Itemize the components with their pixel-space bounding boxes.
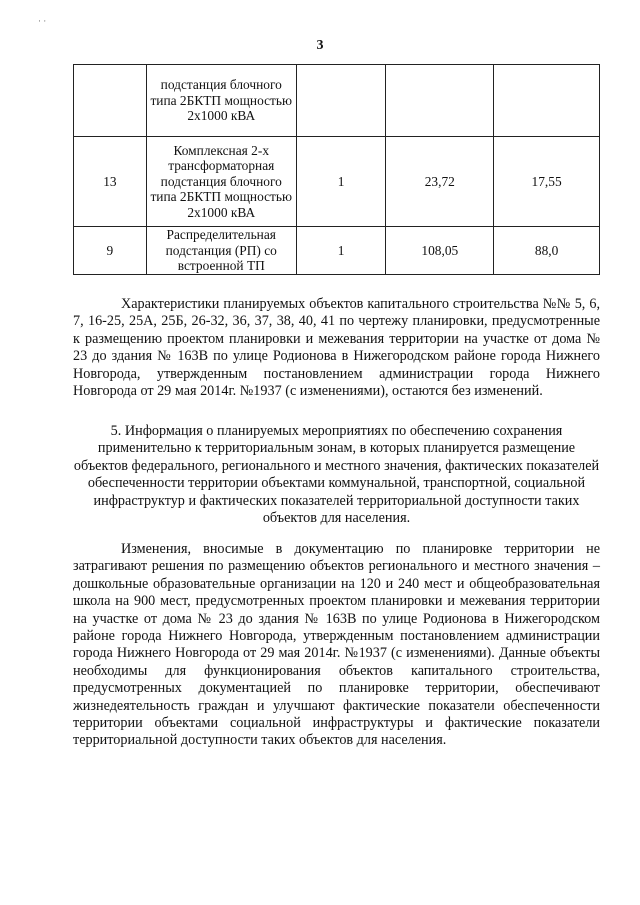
value-2-cell: 17,55 [494, 137, 600, 227]
table-row [74, 227, 600, 275]
table-row [74, 65, 600, 137]
substation-table [73, 64, 600, 275]
quantity-cell: 1 [296, 137, 386, 227]
object-name-cell: Комплексная 2-х трансформаторная подстанция блочного типа 2БКТП мощностью 2x1000 кВА [146, 137, 296, 227]
page-number: 3 [316, 38, 324, 53]
value-2-cell: 88,0 [494, 227, 600, 275]
value-1-cell: 23,72 [386, 137, 494, 227]
section-5-heading: 5. Информация о планируемых мероприятиях по обеспечению сохранения применительно к территориальным зонам, в которых планируется размещение объектов федерального, регионального и местного значения, фактических показателей обеспеченности территории объектами коммунальной, транспортной, социальной инфраструктур и фактических показателей территориальной доступности таких объектов для населения. [73, 423, 600, 527]
object-name-cell: подстанция блочного типа 2БКТП мощностью 2x1000 кВА [146, 65, 296, 137]
row-number-cell [74, 65, 147, 137]
quantity-cell: 1 [296, 227, 386, 275]
value-1-cell: 108,05 [386, 227, 494, 275]
table-row [74, 137, 600, 227]
object-name-cell: Распределительная подстанция (РП) со встроенной ТП [146, 227, 296, 275]
row-number-cell: 13 [74, 137, 147, 227]
value-2-cell [494, 65, 600, 137]
value-1-cell [386, 65, 494, 137]
characteristics-paragraph: Характеристики планируемых объектов капитального строительства №№ 5, 6, 7, 16-25, 25А, 25Б, 26-32, 36, 37, 38, 40, 41 по чертежу планировки, предусмотренные к размещению проектом планировки и межевания территории на участке от дома № 23 до здания № 163В по улице Родионова в Нижегородском районе города Нижнего Новгорода, утвержденным постановлением администрации города Нижнего Новгорода от 29 мая 2014г. №1937 (с изменениями), остаются без изменений. [73, 296, 600, 400]
quantity-cell [296, 65, 386, 137]
row-number-cell: 9 [74, 227, 147, 275]
scan-speck: · · [38, 16, 47, 26]
changes-paragraph: Изменения, вносимые в документацию по планировке территории не затрагивают решения по размещению объектов регионального и местного значения – дошкольные образовательные организации на 120 и 240 мест и общеобразовательная школа на 900 мест, предусмотренных проектом планировки и межевания территории на участке от дома № 23 до здания № 163В по улице Родионова в Нижегородском районе города Нижнего Новгорода, утвержденным постановлением администрации города Нижнего Новгорода от 29 мая 2014г. №1937 (с изменениями). Данные объекты необходимы для функционирования объектов капитального строительства, предусмотренных документацией по планировке территории, обеспечивают жизнедеятельность граждан и улучшают фактические показатели обеспеченности территории объектами социальной инфраструктуры и фактические показатели территориальной доступности таких объектов для населения. [73, 541, 600, 749]
